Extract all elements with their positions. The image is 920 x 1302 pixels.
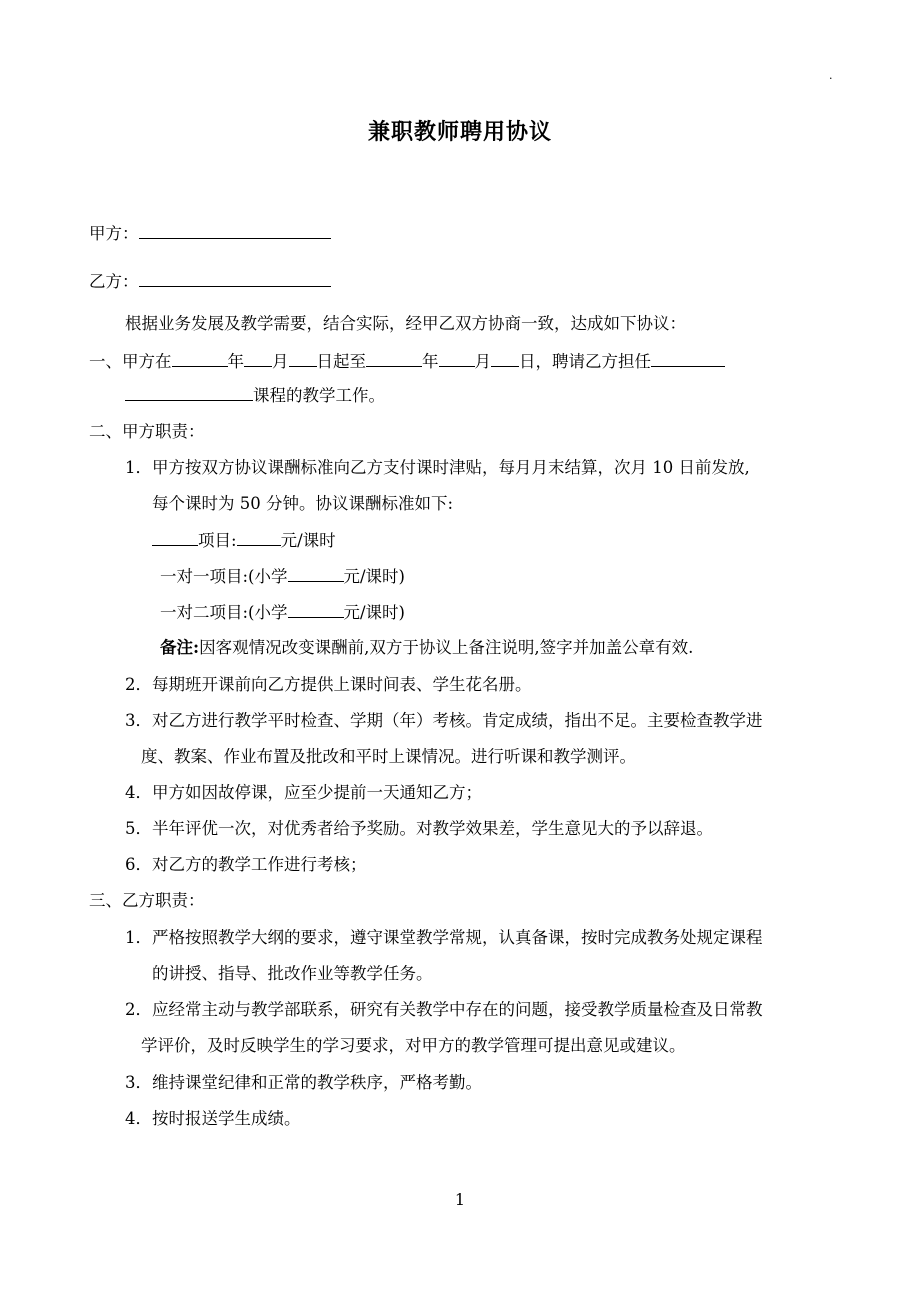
s2-item2: 2．每期班开课前向乙方提供上课时间表、学生花名册。 [125,675,532,694]
s3-item2-line2: 学评价，及时反映学生的学习要求，对甲方的教学管理可提出意见或建议。 [141,1036,686,1055]
s2-item3-line2: 度、教案、作业布置及批改和平时上课情况。进行听课和教学测评。 [141,747,636,766]
note-text: 因客观情况改变课酬前,双方于协议上备注说明,签字并加盖公章有效. [199,638,694,657]
fee-unit-label: 元/课时 [280,531,336,550]
one-on-one-line [160,564,405,589]
s2-item4: 4．甲方如因故停课，应至少提前一天通知乙方； [125,783,482,802]
start-year-blank [172,349,228,367]
party-a-label: 甲方： [89,224,139,243]
one-on-two-label: 一对二项目:(小学 [160,603,288,622]
note-label: 备注: [160,638,200,657]
one-on-one-label: 一对一项目:(小学 [160,567,288,586]
one-on-two-blank [288,600,344,618]
fee-project-label: 项目: [198,531,237,550]
s2-item1-line2: 每个课时为 50 分钟。协议课酬标准如下: [152,494,454,513]
party-b-line [89,268,331,294]
clause1-suffix: 课程的教学工作。 [253,386,385,405]
one-on-two-unit: 元/课时) [343,603,405,622]
start-month-blank [244,349,272,367]
end-month-blank [439,349,475,367]
s3-item1-line2: 的讲授、指导、批改作业等教学任务。 [152,964,433,983]
s2-item5: 5．半年评优一次，对优秀者给予奖励。对教学效果差，学生意见大的予以辞退。 [125,819,713,838]
party-b-label: 乙方： [89,272,139,291]
party-a-blank [139,220,331,239]
clause1-day2-label: 日，聘请乙方担任 [519,352,651,371]
page-number: 1 [454,1190,466,1209]
start-day-blank [289,349,317,367]
clause1-line2 [125,382,385,408]
course-blank-2 [125,382,253,401]
party-a-line [89,220,331,246]
s3-item2-line1: 2．应经常主动与教学部联系，研究有关教学中存在的问题，接受教学质量检查及日常教 [125,1000,763,1019]
clause1-line1 [89,348,725,374]
fee-amount-blank [237,528,281,546]
section2-heading: 二、甲方职责： [89,422,205,441]
clause1-year-label: 年 [227,352,244,371]
s3-item1-line1: 1．严格按照教学大纲的要求，遵守课堂教学常规，认真备课，按时完成教务处规定课程 [125,928,763,947]
s3-item4: 4．按时报送学生成绩。 [125,1109,301,1128]
clause1-day-label: 日起至 [316,352,366,371]
s2-item6: 6．对乙方的教学工作进行考核； [125,855,367,874]
one-on-one-blank [288,564,344,582]
one-on-two-line [160,600,405,625]
s2-item3-line1: 3．对乙方进行教学平时检查、学期（年）考核。肯定成绩，指出不足。主要检查教学进 [125,711,763,730]
clause1-month-label: 月 [272,352,289,371]
fee-standard-line [152,528,336,553]
end-year-blank [366,349,422,367]
end-day-blank [491,349,519,367]
party-b-blank [139,268,331,287]
corner-mark: . [829,69,833,82]
document-title: 兼职教师聘用协议 [367,119,552,145]
course-blank-1 [651,348,725,367]
clause1-prefix: 一、甲方在 [89,352,172,371]
note-line [160,636,693,660]
s3-item3: 3．维持课堂纪律和正常的教学秩序，严格考勤。 [125,1073,482,1092]
clause1-month2-label: 月 [474,352,491,371]
intro-paragraph: 根据业务发展及教学需要，结合实际，经甲乙双方协商一致，达成如下协议： [125,314,686,333]
one-on-one-unit: 元/课时) [343,567,405,586]
section3-heading: 三、乙方职责： [89,891,205,910]
clause1-year2-label: 年 [422,352,439,371]
project-name-blank [152,528,198,546]
s2-item1-line1: 1．甲方按双方协议课酬标准向乙方支付课时津贴，每月月末结算，次月 10 日前发放, [125,458,750,477]
